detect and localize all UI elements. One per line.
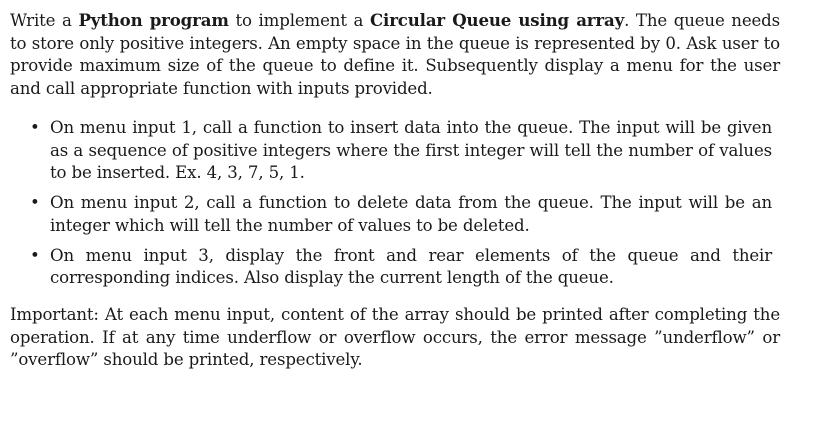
bullet-icon: • <box>30 118 40 137</box>
python-program-bold: Python program <box>78 10 229 30</box>
list-item-menu-2 <box>30 192 772 237</box>
intro-paragraph <box>10 9 780 101</box>
important-paragraph: Important: At each menu input, content of the array should be printed after completing the operation. If at any time underflow or overflow occurs, the error message ”underflow” or ”overflow” should be printed, respectively. <box>10 305 780 370</box>
list-item-text: On menu input 3, display the front and rear elements of the queue and their corresponding indices. Also display the current length of the queue. <box>50 245 772 288</box>
bullet-icon: • <box>30 193 40 213</box>
list-item-text: On menu input 1, call a function to insert data into the queue. The input will be given as a sequence of positive integers where the first integer will tell the number of values to be inserted. Ex. 4, 3, 7, 5, 1. <box>50 118 772 183</box>
intro-text-1: Write a <box>10 11 79 30</box>
intro-text-2: to implement a <box>228 11 370 30</box>
bullet-icon: • <box>30 245 40 265</box>
menu-requirements-list <box>30 117 772 290</box>
list-item-text: On menu input 2, call a function to delete data from the queue. The input will be an integer which will tell the number of values to be deleted. <box>50 193 772 235</box>
list-item-menu-3 <box>30 245 772 290</box>
list-item-menu-1 <box>30 117 772 185</box>
circular-queue-bold: Circular Queue using array <box>370 10 625 30</box>
intro-text-3: . The queue needs to store only positive integers. An empty space in the queue is represented by 0. Ask user to provide maximum size of the queue to define it. Subsequently display a menu for the user and call appropriate function with inputs provided. <box>10 11 781 99</box>
